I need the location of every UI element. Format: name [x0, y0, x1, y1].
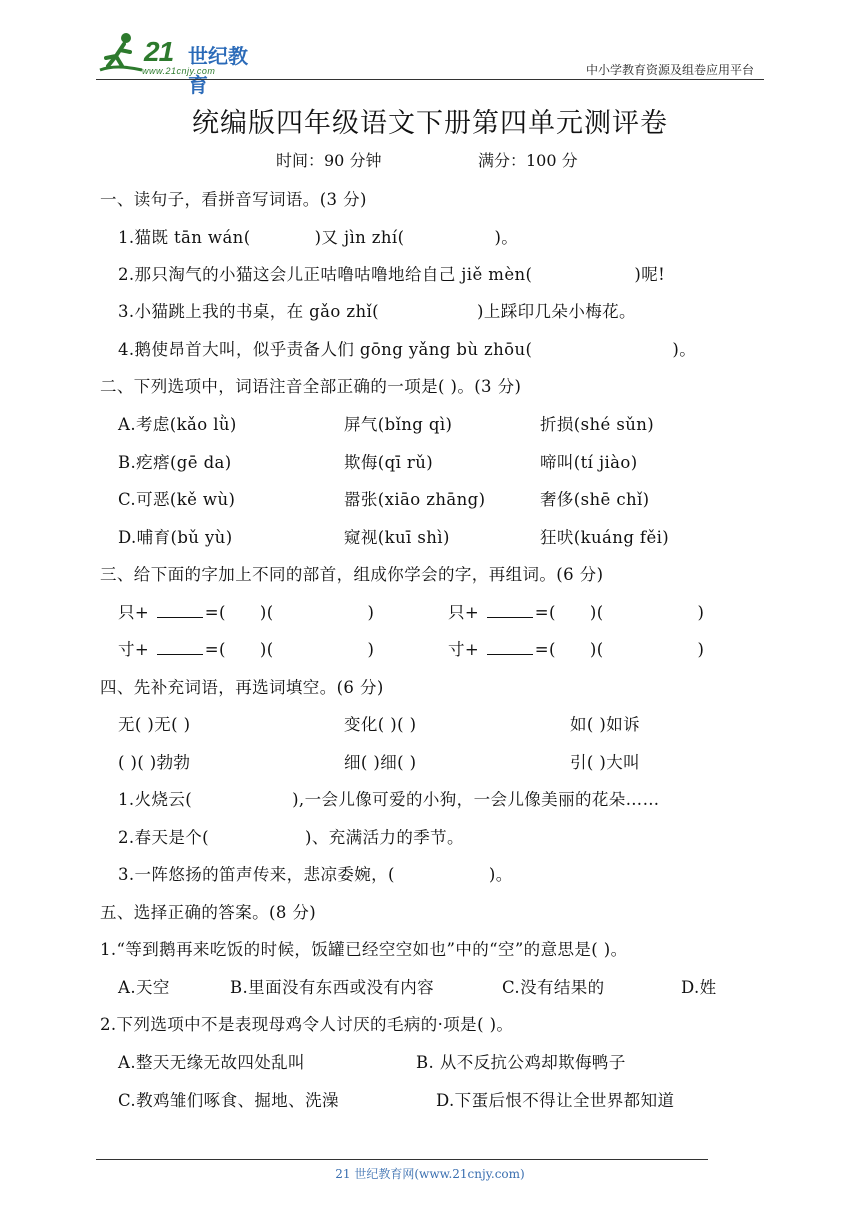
s5-q1-option-c: C.没有结果的: [502, 978, 605, 997]
s2-row-c-1: C.可恶(kě wù): [118, 490, 236, 509]
s4-sentence-3: [118, 861, 513, 885]
s2-row-b-3: 啼叫(tí jiào): [540, 453, 638, 472]
section1-heading: 一、读句子，看拼音写词语。(3 分): [100, 190, 367, 209]
s1-q4-part-a: 4.鹅使昂首大叫，似乎责备人们 gōng yǎng bù zhōu(: [118, 340, 533, 359]
section3-heading: 三、给下面的字加上不同的部首，组成你学会的字，再组词。(6 分): [100, 565, 604, 584]
s2-row-c-3: 奢侈(shē chǐ): [540, 490, 650, 509]
blank-line: [157, 640, 203, 655]
s1-q1-part-a: 1.猫既 tān wán(: [118, 228, 251, 247]
s4-s3-part-a: 3.一阵悠扬的笛声传来，悲凉委婉，(: [118, 865, 395, 884]
s4-word-6: 引( )大叫: [570, 753, 641, 772]
logo-number: 21: [144, 36, 174, 67]
s1-q1-part-c: )。: [494, 228, 519, 247]
s3-char: 寸+: [448, 640, 480, 659]
footer-link[interactable]: 21 世纪教育网(www.21cnjy.com): [335, 1167, 525, 1181]
s1-q2-part-a: 2.那只淘气的小猫这会儿正咕噜咕噜地给自己 jiě mèn(: [118, 265, 533, 284]
s2-row-c-2: 嚣张(xiāo zhāng): [344, 490, 486, 509]
s3-char: 寸+: [118, 640, 150, 659]
s2-row-d-3: 狂吠(kuáng fěi): [540, 528, 670, 547]
s3-item-1: [118, 599, 374, 623]
section4-heading: 四、先补充词语，再选词填空。(6 分): [100, 678, 384, 697]
header-divider: [96, 79, 764, 80]
s3-item-3: [118, 636, 374, 660]
s3-eq: =(: [204, 603, 226, 622]
s3-close: ): [367, 603, 375, 622]
s3-mid: )(: [259, 603, 274, 622]
s3-mid: )(: [589, 640, 604, 659]
blank-line: [487, 640, 533, 655]
s1-question-1: [118, 224, 518, 248]
s1-q3-part-b: )上踩印几朵小梅花。: [477, 302, 636, 321]
s3-mid: )(: [589, 603, 604, 622]
site-logo: [96, 30, 266, 97]
s4-word-2: 变化( )( ): [344, 715, 417, 734]
s3-eq: =(: [534, 640, 556, 659]
s4-s3-part-b: )。: [488, 865, 513, 884]
s5-q1-option-d: D.姓: [681, 978, 717, 997]
s5-question-2: 2.下列选项中不是表现母鸡令人讨厌的毛病的·项是( )。: [100, 1015, 514, 1034]
page-title: 统编版四年级语文下册第四单元测评卷: [192, 108, 668, 139]
time-label: 时间：90 分钟: [276, 151, 382, 170]
s4-word-4: ( )( )勃勃: [118, 753, 191, 772]
s4-s2-part-b: )、充满活力的季节。: [304, 828, 464, 847]
s4-sentence-1: [118, 786, 659, 810]
s1-q2-part-b: )呢!: [634, 265, 666, 284]
runner-icon: [96, 30, 144, 76]
s2-row-d-1: D.哺育(bǔ yù): [118, 528, 233, 547]
s5-q2-option-c: C.教鸡雏们啄食、掘地、洗澡: [118, 1091, 339, 1110]
s4-word-3: 如( )如诉: [570, 715, 641, 734]
s4-s1-part-a: 1.火烧云(: [118, 790, 193, 809]
s3-close: ): [697, 640, 705, 659]
s3-item-4: [448, 636, 704, 660]
blank-line: [157, 603, 203, 618]
s4-sentence-2: [118, 824, 464, 848]
s5-q2-option-b: B. 从不反抗公鸡却欺侮鸭子: [416, 1053, 626, 1072]
s3-char: 只+: [118, 603, 150, 622]
s5-q1-option-a: A.天空: [118, 978, 170, 997]
s3-close: ): [367, 640, 375, 659]
s5-q1-option-b: B.里面没有东西或没有内容: [230, 978, 435, 997]
score-label: 满分：100 分: [478, 151, 578, 170]
section2-heading: 二、下列选项中，词语注音全部正确的一项是( )。(3 分): [100, 377, 522, 396]
s2-row-d-2: 窥视(kuī shì): [344, 528, 450, 547]
s4-word-1: 无( )无( ): [118, 715, 191, 734]
section5-heading: 五、选择正确的答案。(8 分): [100, 903, 317, 922]
s5-q2-option-a: A.整天无缘无故四处乱叫: [118, 1053, 305, 1072]
s3-eq: =(: [204, 640, 226, 659]
s3-eq: =(: [534, 603, 556, 622]
s2-row-b-1: B.疙瘩(gē da): [118, 453, 232, 472]
logo-url: www.21cnjy.com: [142, 66, 216, 76]
footer-divider: [96, 1159, 708, 1160]
s3-close: ): [697, 603, 705, 622]
s1-q4-part-b: )。: [672, 340, 697, 359]
s1-q3-part-a: 3.小猫跳上我的书桌，在 gǎo zhǐ(: [118, 302, 379, 321]
blank-line: [487, 603, 533, 618]
s3-mid: )(: [259, 640, 274, 659]
s2-row-a-1: A.考虑(kǎo lǜ): [118, 415, 237, 434]
s2-row-b-2: 欺侮(qī rǔ): [344, 453, 434, 472]
s4-s2-part-a: 2.春天是个(: [118, 828, 209, 847]
s4-s1-part-b: ),一会儿像可爱的小狗，一会儿像美丽的花朵……: [292, 790, 660, 809]
header-platform-text: 中小学教育资源及组卷应用平台: [585, 63, 754, 77]
s3-char: 只+: [448, 603, 480, 622]
s1-question-4: [118, 336, 696, 360]
s1-q1-part-b: )又 jìn zhí(: [314, 228, 405, 247]
s1-question-3: [118, 298, 636, 322]
s5-q2-option-d: D.下蛋后恨不得让全世界都知道: [436, 1091, 675, 1110]
s3-item-2: [448, 599, 704, 623]
s2-row-a-3: 折损(shé sǔn): [540, 415, 655, 434]
s5-question-1: 1.“等到鹅再来吃饭的时候，饭罐已经空空如也”中的“空”的意思是( )。: [100, 940, 628, 959]
s1-question-2: [118, 261, 665, 285]
s4-word-5: 细( )细( ): [344, 753, 417, 772]
s2-row-a-2: 屏气(bǐng qì): [344, 415, 453, 434]
logo-text: 世纪教育: [188, 44, 248, 97]
